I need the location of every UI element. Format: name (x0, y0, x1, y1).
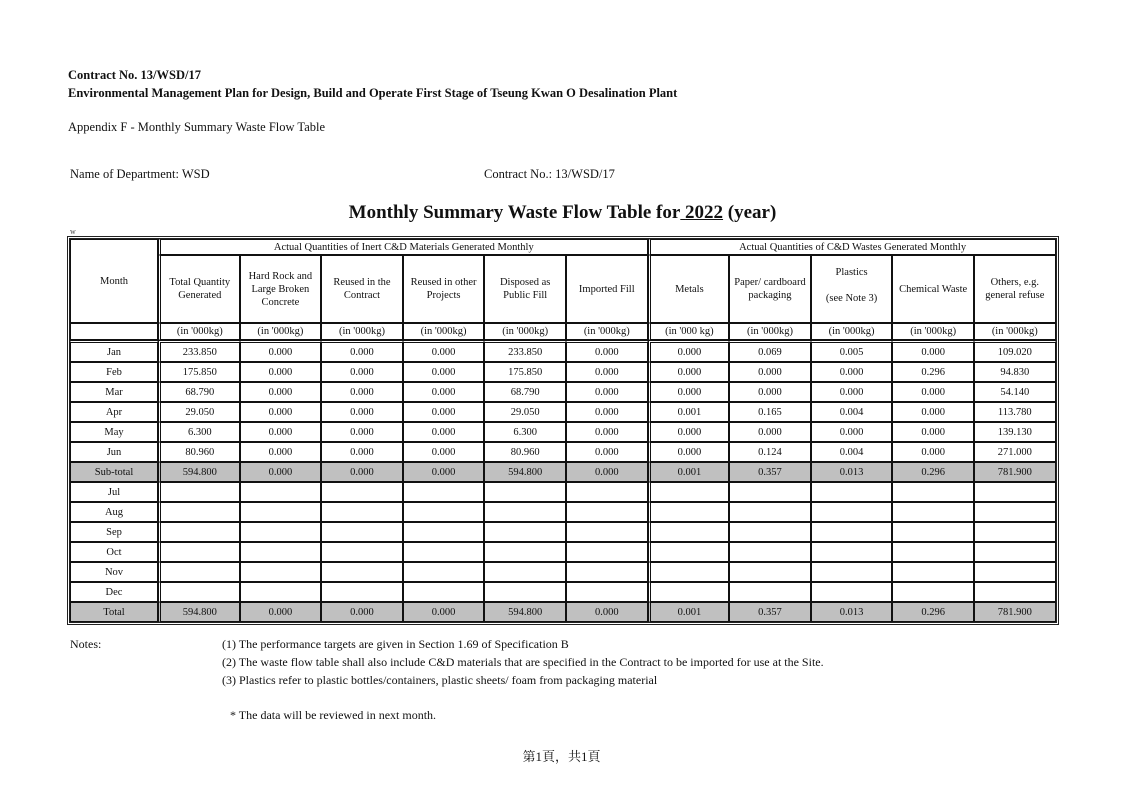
value-cell: 0.124 (729, 442, 811, 462)
month-cell: Sep (70, 522, 158, 542)
value-cell: 0.000 (566, 382, 648, 402)
value-cell (892, 562, 974, 582)
unit-label: (in '000kg) (892, 323, 974, 340)
value-cell: 0.001 (648, 602, 730, 622)
department-label: Name of Department: WSD (70, 167, 210, 181)
value-cell (974, 522, 1056, 542)
value-cell: 0.000 (566, 422, 648, 442)
value-cell (566, 582, 648, 602)
value-cell: 6.300 (484, 422, 566, 442)
title-year: 2022 (685, 202, 724, 223)
unit-label: (in '000kg) (403, 323, 485, 340)
value-cell (403, 502, 485, 522)
value-cell (158, 502, 240, 522)
value-cell: 0.005 (811, 340, 893, 362)
value-cell: 0.000 (321, 602, 403, 622)
value-cell: 594.800 (484, 462, 566, 482)
value-cell (321, 482, 403, 502)
value-cell (484, 522, 566, 542)
col-header-total-quantity: Total Quantity Generated (158, 255, 240, 323)
month-cell: Oct (70, 542, 158, 562)
month-cell: Total (70, 602, 158, 622)
contract-no-label: Contract No.: 13/WSD/17 (484, 167, 615, 181)
value-cell: 0.069 (729, 340, 811, 362)
value-cell (484, 582, 566, 602)
plastics-label: Plastics (835, 266, 868, 278)
table-row (70, 442, 1056, 462)
value-cell (403, 562, 485, 582)
value-cell: 0.000 (729, 422, 811, 442)
value-cell: 80.960 (158, 442, 240, 462)
value-cell: 0.000 (321, 442, 403, 462)
value-cell (648, 522, 730, 542)
appendix-title: Appendix F - Monthly Summary Waste Flow Table (68, 120, 326, 134)
value-cell (566, 482, 648, 502)
col-header-hard-rock: Hard Rock and Large Broken Concrete (240, 255, 322, 323)
title-suffix: (year) (727, 202, 777, 223)
col-header-plastics (811, 255, 893, 323)
value-cell (811, 502, 893, 522)
value-cell: 0.000 (892, 402, 974, 422)
col-header-metals: Metals (648, 255, 730, 323)
month-cell: Apr (70, 402, 158, 422)
value-cell: 0.357 (729, 462, 811, 482)
month-cell: Jul (70, 482, 158, 502)
value-cell: 0.000 (729, 362, 811, 382)
col-header-imported-fill: Imported Fill (566, 255, 648, 323)
value-cell (811, 562, 893, 582)
col-header-chemical: Chemical Waste (892, 255, 974, 323)
value-cell: 0.000 (403, 340, 485, 362)
value-cell (403, 582, 485, 602)
value-cell (974, 562, 1056, 582)
value-cell: 0.000 (811, 362, 893, 382)
table-row (70, 340, 1056, 362)
month-cell: Dec (70, 582, 158, 602)
value-cell: 80.960 (484, 442, 566, 462)
table-row (70, 502, 1056, 522)
value-cell: 781.900 (974, 602, 1056, 622)
value-cell: 0.000 (321, 340, 403, 362)
value-cell: 109.020 (974, 340, 1056, 362)
units-month-blank (70, 323, 158, 340)
value-cell (811, 542, 893, 562)
value-cell (240, 522, 322, 542)
unit-label: (in '000kg) (240, 323, 322, 340)
month-cell: Aug (70, 502, 158, 522)
value-cell: 175.850 (158, 362, 240, 382)
value-cell: 0.000 (892, 382, 974, 402)
value-cell: 0.000 (240, 602, 322, 622)
value-cell (729, 502, 811, 522)
unit-label: (in '000kg) (974, 323, 1056, 340)
table-row (70, 582, 1056, 602)
value-cell (892, 502, 974, 522)
value-cell: 0.001 (648, 402, 730, 422)
group-header-inert: Actual Quantities of Inert C&D Materials Generated Monthly (158, 239, 648, 255)
unit-label: (in '000 kg) (648, 323, 730, 340)
value-cell: 594.800 (158, 602, 240, 622)
value-cell: 0.000 (648, 362, 730, 382)
value-cell (729, 582, 811, 602)
value-cell (566, 562, 648, 582)
value-cell: 0.000 (811, 382, 893, 402)
value-cell (484, 542, 566, 562)
value-cell (158, 582, 240, 602)
value-cell (240, 482, 322, 502)
value-cell: 0.296 (892, 602, 974, 622)
value-cell: 0.000 (403, 362, 485, 382)
value-cell (648, 482, 730, 502)
month-cell: Jan (70, 340, 158, 362)
value-cell: 233.850 (484, 340, 566, 362)
value-cell: 68.790 (484, 382, 566, 402)
value-cell: 0.000 (648, 382, 730, 402)
value-cell (892, 482, 974, 502)
value-cell (974, 542, 1056, 562)
value-cell: 175.850 (484, 362, 566, 382)
value-cell: 0.000 (566, 442, 648, 462)
value-cell: 0.000 (892, 422, 974, 442)
value-cell (811, 522, 893, 542)
unit-label: (in '000kg) (484, 323, 566, 340)
value-cell: 0.000 (321, 402, 403, 422)
subtotal-row (70, 462, 1056, 482)
value-cell: 0.000 (403, 422, 485, 442)
page-title (0, 202, 1123, 224)
unit-label: (in '000kg) (566, 323, 648, 340)
col-header-public-fill: Disposed as Public Fill (484, 255, 566, 323)
project-line: Environmental Management Plan for Design, Build and Operate First Stage of Tseung Kwan O Desalination Plant (68, 86, 678, 100)
value-cell: 113.780 (974, 402, 1056, 422)
value-cell (484, 482, 566, 502)
value-cell (974, 502, 1056, 522)
total-row (70, 602, 1056, 622)
value-cell: 0.000 (321, 362, 403, 382)
month-cell: Feb (70, 362, 158, 382)
month-cell: Jun (70, 442, 158, 462)
table-row (70, 542, 1056, 562)
table-row (70, 522, 1056, 542)
value-cell: 0.000 (811, 422, 893, 442)
value-cell (648, 562, 730, 582)
value-cell: 781.900 (974, 462, 1056, 482)
table-row (70, 402, 1056, 422)
value-cell: 6.300 (158, 422, 240, 442)
value-cell: 0.001 (648, 462, 730, 482)
value-cell: 0.000 (892, 340, 974, 362)
value-cell: 0.000 (403, 382, 485, 402)
value-cell (484, 502, 566, 522)
value-cell (403, 542, 485, 562)
table-row (70, 482, 1056, 502)
group-header-waste: Actual Quantities of C&D Wastes Generated Monthly (648, 239, 1056, 255)
table-row (70, 362, 1056, 382)
value-cell: 0.000 (240, 402, 322, 422)
value-cell: 29.050 (158, 402, 240, 422)
value-cell (566, 542, 648, 562)
value-cell (892, 522, 974, 542)
value-cell (321, 562, 403, 582)
unit-label: (in '000kg) (321, 323, 403, 340)
value-cell: 594.800 (484, 602, 566, 622)
value-cell: 271.000 (974, 442, 1056, 462)
value-cell (321, 542, 403, 562)
value-cell: 0.000 (403, 602, 485, 622)
value-cell (240, 542, 322, 562)
value-cell: 0.000 (321, 422, 403, 442)
value-cell (729, 482, 811, 502)
value-cell (158, 542, 240, 562)
note-3: (3) Plastics refer to plastic bottles/containers, plastic sheets/ foam from packaging material (222, 673, 658, 687)
value-cell (648, 582, 730, 602)
value-cell (321, 502, 403, 522)
value-cell: 0.000 (566, 362, 648, 382)
value-cell: 0.296 (892, 462, 974, 482)
value-cell: 0.000 (240, 362, 322, 382)
value-cell (566, 522, 648, 542)
value-cell (974, 482, 1056, 502)
value-cell (403, 522, 485, 542)
value-cell: 0.000 (240, 422, 322, 442)
value-cell: 0.000 (729, 382, 811, 402)
month-cell: May (70, 422, 158, 442)
value-cell (729, 522, 811, 542)
note-1: (1) The performance targets are given in Section 1.69 of Specification B (222, 637, 569, 651)
value-cell (892, 542, 974, 562)
value-cell: 0.004 (811, 442, 893, 462)
value-cell (648, 542, 730, 562)
table-row (70, 562, 1056, 582)
value-cell: 54.140 (974, 382, 1056, 402)
value-cell: 0.000 (403, 442, 485, 462)
value-cell: 0.165 (729, 402, 811, 422)
table-row (70, 382, 1056, 402)
notes-label: Notes: (70, 637, 102, 651)
month-header: Month (70, 239, 158, 323)
month-cell: Mar (70, 382, 158, 402)
col-header-reused-contract: Reused in the Contract (321, 255, 403, 323)
value-cell: 0.000 (648, 340, 730, 362)
value-cell: 0.000 (240, 340, 322, 362)
stray-mark: w (70, 227, 76, 236)
review-remark: * The data will be reviewed in next month. (230, 708, 437, 722)
value-cell (648, 502, 730, 522)
value-cell: 0.013 (811, 462, 893, 482)
value-cell: 0.000 (403, 402, 485, 422)
value-cell: 0.000 (566, 402, 648, 422)
value-cell (892, 582, 974, 602)
value-cell: 0.000 (403, 462, 485, 482)
value-cell: 0.013 (811, 602, 893, 622)
value-cell: 0.000 (566, 602, 648, 622)
unit-label: (in '000kg) (729, 323, 811, 340)
value-cell: 594.800 (158, 462, 240, 482)
value-cell (974, 582, 1056, 602)
value-cell: 68.790 (158, 382, 240, 402)
value-cell (403, 482, 485, 502)
value-cell (321, 522, 403, 542)
value-cell: 0.000 (321, 462, 403, 482)
value-cell: 0.000 (240, 442, 322, 462)
value-cell (321, 582, 403, 602)
value-cell (158, 522, 240, 542)
value-cell (811, 482, 893, 502)
waste-flow-table (67, 236, 1059, 625)
value-cell (240, 582, 322, 602)
value-cell (158, 562, 240, 582)
month-cell: Nov (70, 562, 158, 582)
value-cell: 233.850 (158, 340, 240, 362)
note-2: (2) The waste flow table shall also include C&D materials that are specified in the Contract to be imported for use at the Site. (222, 655, 824, 669)
value-cell: 29.050 (484, 402, 566, 422)
value-cell: 0.296 (892, 362, 974, 382)
plastics-note: (see Note 3) (825, 292, 878, 304)
col-header-others: Others, e.g. general refuse (974, 255, 1056, 323)
value-cell: 0.000 (892, 442, 974, 462)
value-cell (729, 562, 811, 582)
month-cell: Sub-total (70, 462, 158, 482)
value-cell (240, 502, 322, 522)
value-cell (484, 562, 566, 582)
value-cell: 0.004 (811, 402, 893, 422)
value-cell: 0.000 (566, 340, 648, 362)
value-cell: 94.830 (974, 362, 1056, 382)
value-cell: 0.000 (240, 382, 322, 402)
col-header-paper: Paper/ cardboard packaging (729, 255, 811, 323)
value-cell (729, 542, 811, 562)
value-cell: 0.357 (729, 602, 811, 622)
title-prefix: Monthly Summary Waste Flow Table for (348, 202, 681, 223)
value-cell: 0.000 (648, 422, 730, 442)
unit-label: (in '000kg) (158, 323, 240, 340)
value-cell: 0.000 (566, 462, 648, 482)
table-row (70, 422, 1056, 442)
col-header-reused-other: Reused in other Projects (403, 255, 485, 323)
contract-line: Contract No. 13/WSD/17 (68, 68, 201, 82)
value-cell: 0.000 (321, 382, 403, 402)
value-cell (566, 502, 648, 522)
page-indicator: 第1頁，共1頁 (522, 749, 601, 764)
value-cell: 0.000 (240, 462, 322, 482)
value-cell (811, 582, 893, 602)
value-cell: 139.130 (974, 422, 1056, 442)
unit-label: (in '000kg) (811, 323, 893, 340)
value-cell: 0.000 (648, 442, 730, 462)
value-cell (158, 482, 240, 502)
value-cell (240, 562, 322, 582)
